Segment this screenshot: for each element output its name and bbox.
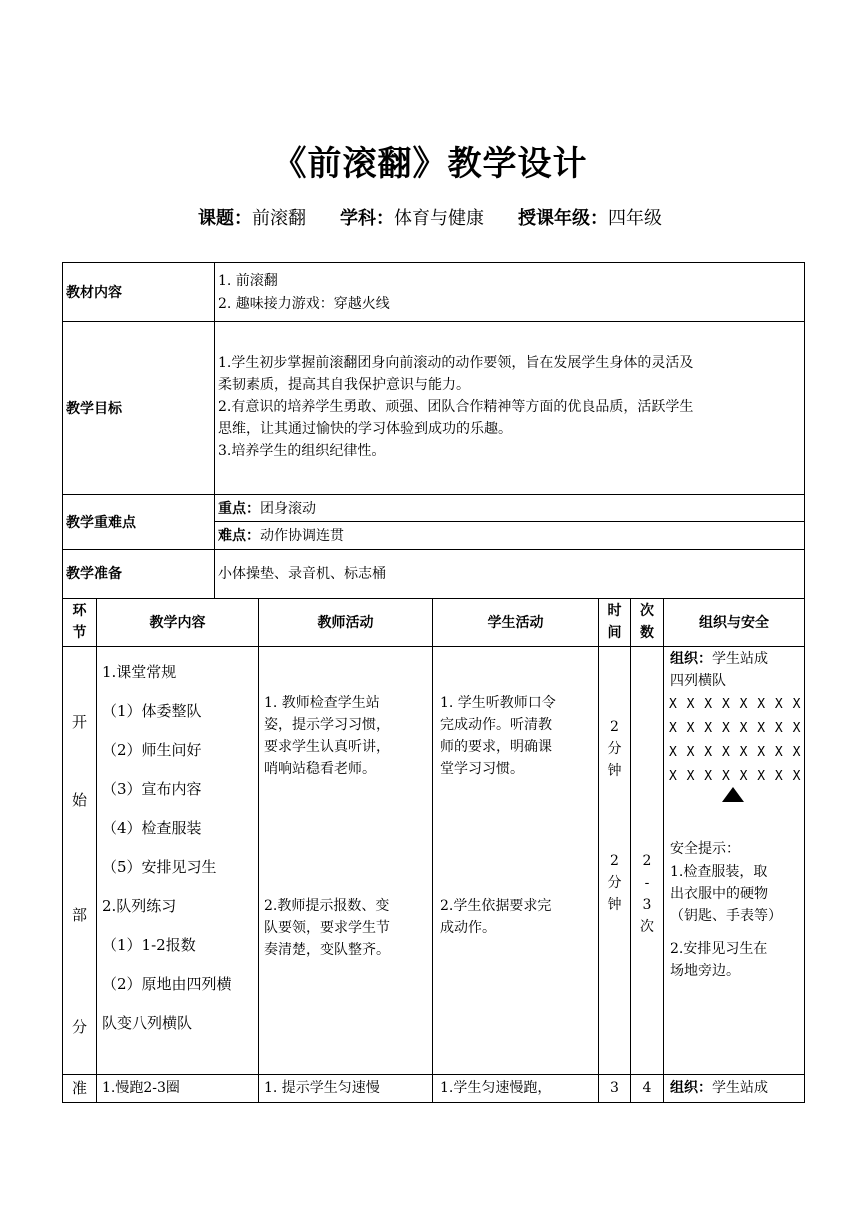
student-activity: 1. 学生听教师口令 完成动作。听清教 师的要求，明确课 堂学习习惯。: [440, 695, 556, 777]
teacher-triangle-icon: [722, 787, 744, 802]
teacher-activity: 1. 教师检查学生站 姿，提示学习习惯， 要求学生认真听讲， 哨响站稳看老师。: [264, 695, 390, 777]
header-count: 次 数: [640, 603, 654, 641]
stage-char: 准: [71, 1079, 87, 1097]
stage-char: 部: [71, 906, 87, 924]
topic-value: 前滚翻: [252, 208, 306, 229]
time-value: 2 分 钟: [607, 719, 622, 779]
document-title: 《前滚翻》教学设计: [272, 144, 588, 184]
safety-title: 安全提示：: [670, 841, 740, 857]
header-student: 学生活动: [487, 615, 544, 631]
difficulty: 难点：动作协调连贯: [218, 528, 344, 544]
header-teacher: 教师活动: [317, 615, 374, 631]
lesson-meta: [0, 204, 860, 230]
goals-text: 1.学生初步掌握前滚翻团身向前滚动的动作要领，旨在发展学生身体的灵活及 柔韧素质，提高其自我保护意识与能力。 2.有意识的培养学生勇敢、顽强、团队合作精神等方面的优良品质，活跃学生 思维，让其通过愉快的学习体验到成功的乐趣。 3.培养学生的组织纪律性。: [218, 355, 694, 459]
key-point: 重点：团身滚动: [218, 501, 316, 517]
material-label: 教材内容: [66, 285, 122, 301]
header-time: 时 间: [607, 603, 622, 641]
time-value: 2 分 钟: [607, 853, 622, 913]
org-text: 四列横队: [670, 673, 726, 689]
safety-note: 1.检查服装，取 出衣服中的硬物 （钥匙、手表等）: [670, 864, 782, 924]
teacher-activity: 1. 提示学生匀速慢: [264, 1080, 380, 1096]
subject-label: 学科：: [340, 208, 394, 229]
header-stage: 环 节: [72, 603, 87, 641]
time-value: 3: [610, 1080, 619, 1096]
org-label: 组织：学生站成: [670, 1080, 768, 1096]
grade-label: 授课年级：: [518, 208, 608, 229]
safety-note: 2.安排见习生在 场地旁边。: [670, 941, 768, 979]
subject-value: 体育与健康: [394, 208, 484, 229]
count-value: 2 - 3 次: [640, 853, 654, 935]
count-value: 4: [642, 1080, 652, 1096]
student-activity: 1.学生匀速慢跑，: [440, 1080, 552, 1096]
grade-value: 四年级: [608, 208, 662, 229]
header-org: 组织与安全: [699, 615, 769, 631]
material-item: 1. 前滚翻: [218, 273, 278, 289]
goals-label: 教学目标: [66, 401, 122, 417]
prep-value: 小体操垫、录音机、标志桶: [218, 566, 386, 582]
content-list: 1.课堂常规 （1）体委整队 （2）师生问好 （3）宣布内容 （4）检查服装 （5）安排见习生 2.队列练习 （1）1-2报数 （2）原地由四列横 队变八列横队: [102, 663, 232, 1032]
student-activity: 2.学生依据要求完 成动作。: [440, 898, 552, 936]
header-content: 教学内容: [149, 615, 206, 631]
formation-grid: X X X X X X X X X X X X X X X X X X X X X X X X X X X X X X X X: [669, 697, 802, 784]
teacher-activity: 2.教师提示报数、变 队要领，要求学生节 奏清楚，变队整齐。: [264, 898, 390, 958]
topic-label: 课题：: [198, 208, 252, 229]
prep-label: 教学准备: [66, 566, 122, 582]
key-label: 教学重难点: [66, 515, 136, 531]
org-label: 组织：学生站成: [670, 651, 768, 667]
stage-char: 开: [71, 713, 87, 731]
content-item: 1.慢跑2-3圈: [102, 1080, 180, 1096]
stage-char: 始: [71, 791, 87, 809]
stage-char: 分: [71, 1018, 87, 1036]
material-item: 2. 趣味接力游戏：穿越火线: [218, 296, 390, 312]
